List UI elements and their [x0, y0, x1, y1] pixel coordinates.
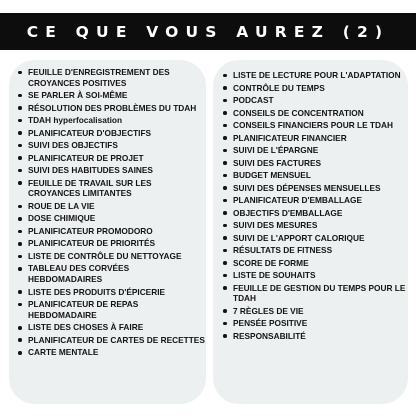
list-item: SUIVI DE L'ÉPARGNE [222, 145, 406, 156]
list-item: SUIVI DES HABITUDES SAINES [17, 165, 205, 176]
left-item-list [17, 67, 205, 360]
list-item: SCORE DE FORME [222, 258, 406, 269]
list-item: PLANIFICATEUR DE PRIORITÉS [17, 238, 205, 249]
list-item: FEUILLE D'ENREGISTREMENT DES CROYANCES POSITIVES [17, 67, 205, 88]
list-item: CARTE MENTALE [17, 347, 205, 358]
list-item: SUIVI DE L'APPORT CALORIQUE [222, 233, 406, 244]
list-item: OBJECTIFS D'EMBALLAGE [222, 208, 406, 219]
list-item: SUIVI DES MESURES [222, 220, 406, 231]
list-item: LISTE DE CONTRÔLE DU NETTOYAGE [17, 251, 205, 262]
list-item: LISTE DE LECTURE POUR L'ADAPTATION [222, 70, 406, 81]
list-item: BUDGET MENSUEL [222, 170, 406, 181]
list-item: PLANIFICATEUR DE CARTES DE RECETTES [17, 335, 205, 346]
list-item: DOSE CHIMIQUE [17, 213, 205, 224]
list-item: LISTE DES CHOSES À FAIRE [17, 322, 205, 333]
list-item: PLANIFICATEUR D'OBJECTIFS [17, 128, 205, 139]
list-item: ROUE DE LA VIE [17, 201, 205, 212]
list-item: TABLEAU DES CORVÉES HEBDOMADAIRES [17, 263, 205, 284]
list-item: LISTE DES PRODUITS D'ÉPICERIE [17, 287, 205, 298]
list-item: CONSEILS FINANCIERS POUR LE TDAH [222, 120, 406, 131]
list-item: PODCAST [222, 95, 406, 106]
list-item: SUIVI DES OBJECTIFS [17, 140, 205, 151]
list-item: SUIVI DES DÉPENSES MENSUELLES [222, 183, 406, 194]
list-item: LISTE DE SOUHAITS [222, 270, 406, 281]
list-item: PLANIFICATEUR PROMODORO [17, 226, 205, 237]
list-item: FEUILLE DE GESTION DU TEMPS POUR LE TDAH [222, 283, 406, 304]
list-item: RÉSOLUTION DES PROBLÈMES DU TDAH [17, 103, 205, 114]
list-item: PLANIFICATEUR DE REPAS HEBDOMADAIRE [17, 299, 205, 320]
left-panel [9, 60, 206, 404]
list-item: PLANIFICATEUR D'EMBALLAGE [222, 195, 406, 206]
right-item-list [222, 70, 406, 343]
list-item: FEUILLE DE TRAVAIL SUR LES CROYANCES LIMITANTES [17, 178, 205, 199]
list-item: RESPONSABILITÉ [222, 331, 406, 342]
list-item: SE PARLER À SOI-MÊME [17, 90, 205, 101]
list-item: PENSÉE POSITIVE [222, 318, 406, 329]
list-item: PLANIFICATEUR DE PROJET [17, 153, 205, 164]
header-banner [0, 13, 416, 50]
list-item: CONTRÔLE DU TEMPS [222, 83, 406, 94]
list-item: RÉSULTATS DE FITNESS [222, 245, 406, 256]
list-item: CONSEILS DE CONCENTRATION [222, 108, 406, 119]
list-item: SUIVI DES FACTURES [222, 158, 406, 169]
list-item: TDAH hyperfocalisation [17, 115, 205, 126]
list-item: PLANIFICATEUR FINANCIER [222, 133, 406, 144]
list-item: 7 RÈGLES DE VIE [222, 306, 406, 317]
right-panel [213, 60, 408, 404]
page-title: CE QUE VOUS AUREZ (2) [26, 22, 390, 41]
